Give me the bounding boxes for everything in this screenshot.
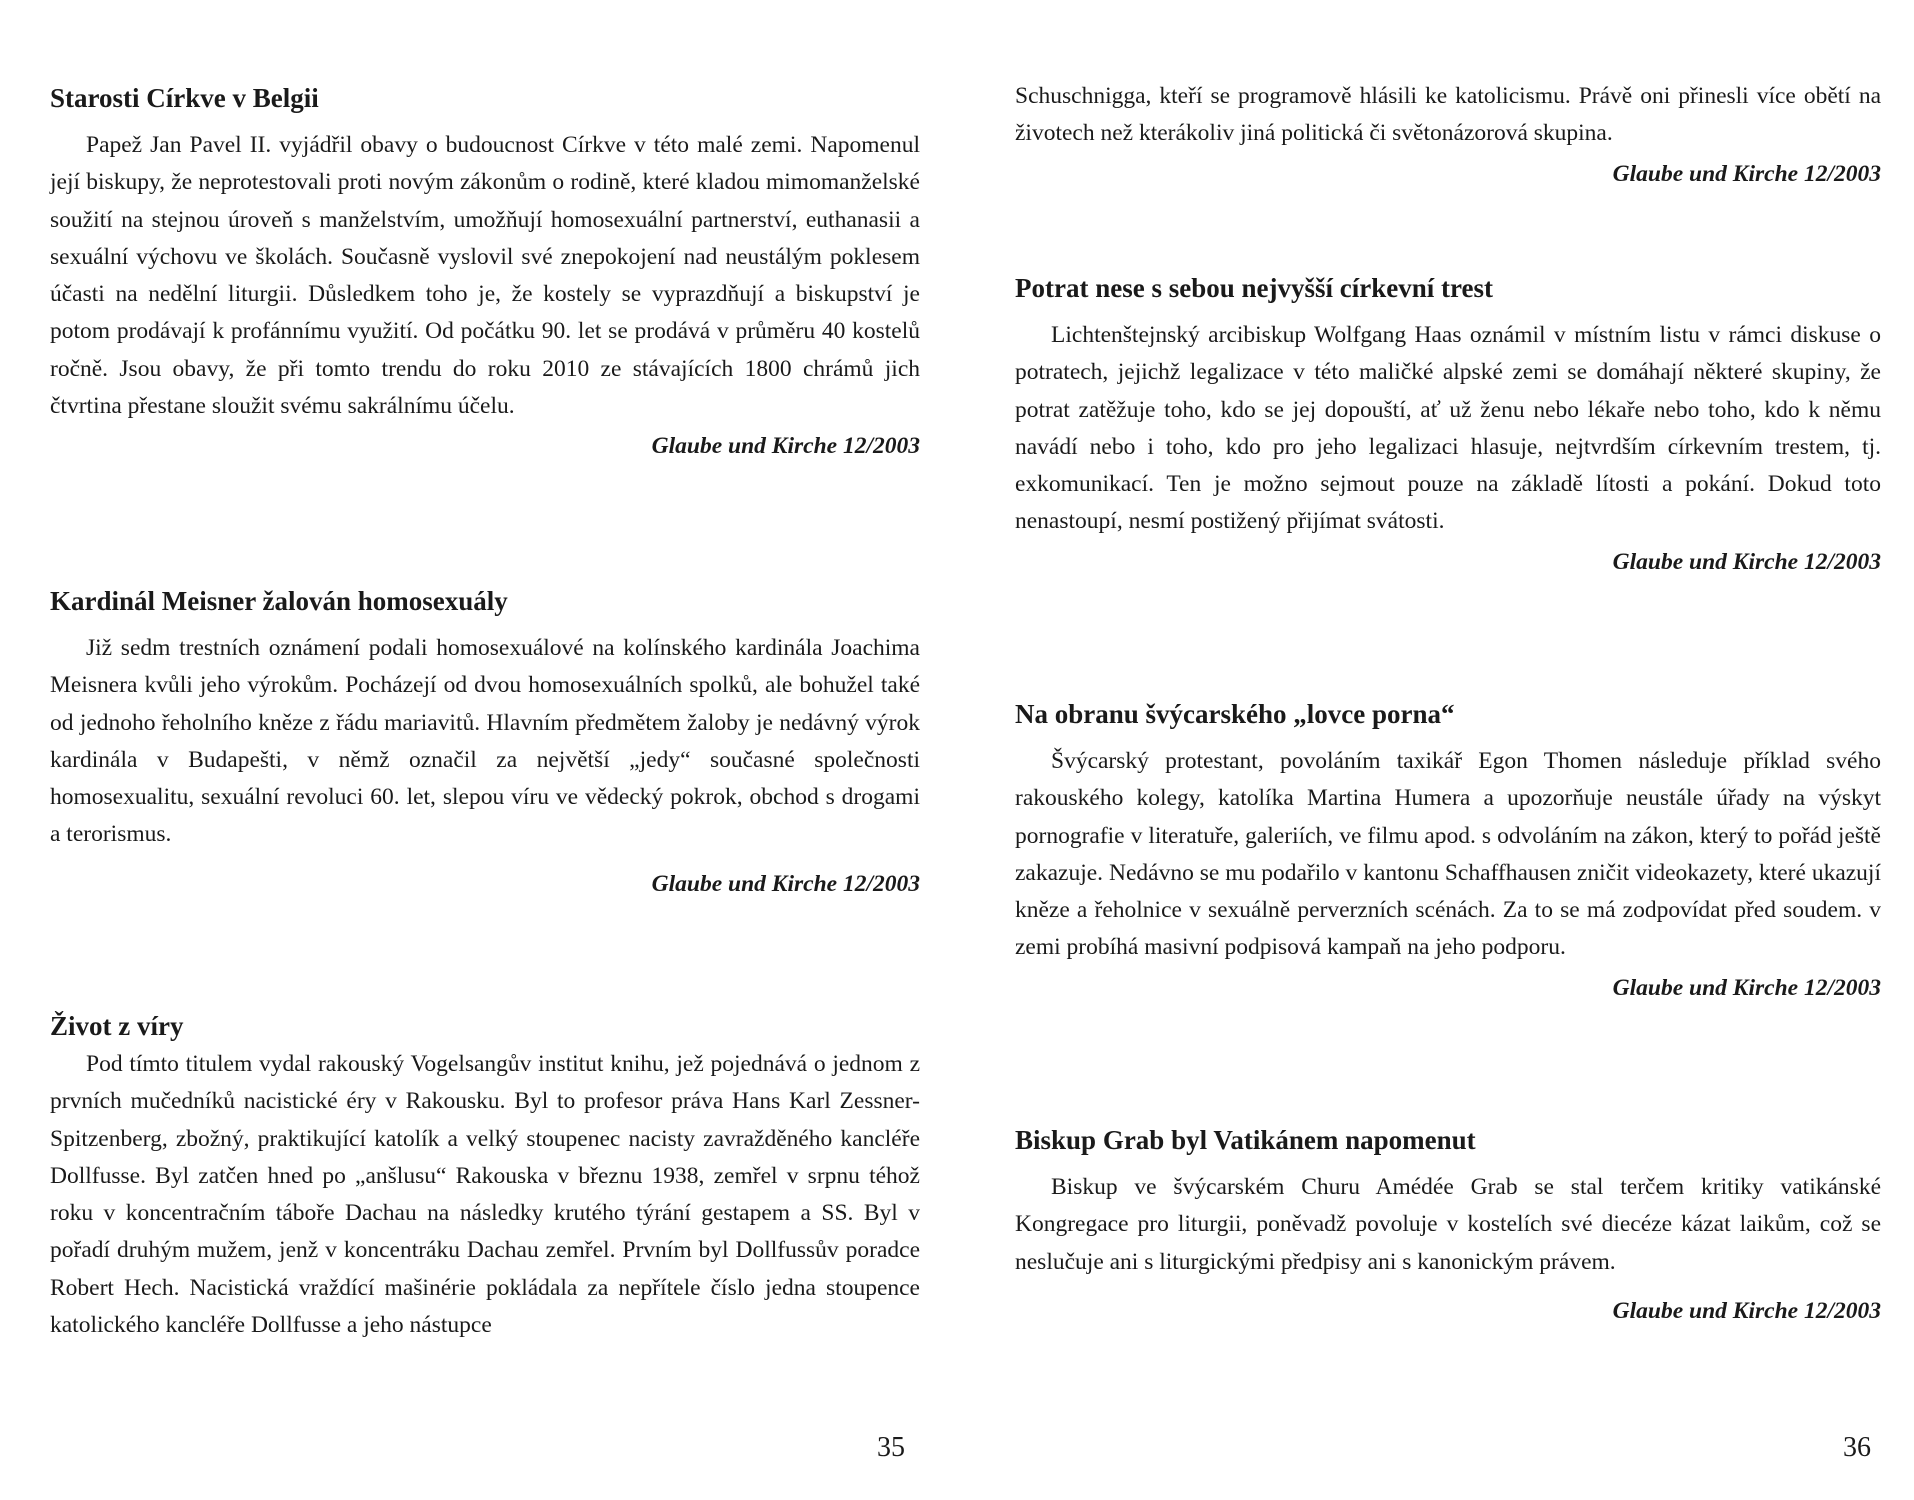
article-body: Již sedm trestních oznámení podali homosexuálové na kolínského kardinála Joachima Meisnera kvůli jeho výrokům. Pocházejí od dvou homosexuálních spolků, ale bohužel také od jednoho řeholního kněze z řádu mariavitů. Hlavním předmětem žaloby je nedávný výrok kardinála v Budapešti, v němž označil za největší „jedy“ současné společnosti homosexualitu, sexuální revoluci 60. let, slepou víru ve vědecký pokrok, obchod s drogami a terorismus. [50, 635, 920, 848]
article-body: Schuschnigga, kteří se programově hlásili ke katolicismu. Právě oni přinesli více obětí na životech než kterákoliv jiná politická či světonázorová skupina. [1015, 83, 1881, 147]
article-body: Lichtenštejnský arcibiskup Wolfgang Haas oznámil v místním listu v rámci diskuse o potratech, jejichž legalizace v této maličké alpské zemi se domáhají některé skupiny, že potrat zatěžuje toho, kdo se jej dopouští, ať už ženu nebo lékaře nebo toho, kdo k němu navádí nebo i toho, kdo pro jeho legalizaci hlasuje, nejtvrdším církevním trestem, tj. exkomunikací. Ten je možno sejmout pouze na základě lítosti a pokání. Dokud toto nenastoupí, nesmí postižený přijímat svátosti. [1015, 322, 1881, 535]
article-kardinal-meisner [50, 585, 920, 903]
article-title: Na obranu švýcarského „lovce porna“ [1015, 699, 1455, 729]
article-title: Biskup Grab byl Vatikánem napomenut [1015, 1125, 1476, 1155]
article-starosti-cirkve [50, 82, 920, 465]
article-body: Biskup ve švýcarském Churu Amédée Grab se stal terčem kritiky vatikánské Kongregace pro liturgii, poněvadž povoluje v kostelích své diecéze kázat laikům, což se neslučuje ani s liturgickými předpisy ani s kanonickým právem. [1015, 1174, 1881, 1275]
article-source: Glaube und Kirche 12/2003 [1612, 160, 1881, 187]
article-zivot-z-viry [50, 1010, 920, 1344]
right-page [1015, 0, 1881, 1500]
article-body: Papež Jan Pavel II. vyjádřil obavy o budoucnost Církve v této malé zemi. Napomenul její biskupy, že neprotestovali proti novým zákonům o rodině, které kladou mimomanželské soužití na stejnou úroveň s manželstvím, umožňují homosexuální partnerství, euthanasii a sexuální výchovu ve školách. Současně vyslovil své znepokojení nad neustálým poklesem účasti na nedělní liturgii. Důsledkem toho je, že kostely se vyprazdňují a biskupství je potom prodávají k profánnímu využití. Od počátku 90. let se prodává v průměru 40 kostelů ročně. Jsou obavy, že při tomto trendu do roku 2010 ze stávajících 1800 chrámů jich čtvrtina přestane sloužit svému sakrálnímu účelu. [50, 132, 920, 420]
article-potrat [1015, 272, 1881, 581]
article-continuation [1015, 78, 1881, 193]
article-title: Život z víry [50, 1011, 184, 1041]
article-source: Glaube und Kirche 12/2003 [1612, 548, 1881, 575]
article-source: Glaube und Kirche 12/2003 [1612, 1297, 1881, 1324]
article-lovce-porna [1015, 698, 1881, 1007]
article-source: Glaube und Kirche 12/2003 [651, 870, 920, 897]
article-title: Potrat nese s sebou nejvyšší církevní trest [1015, 273, 1493, 303]
article-body: Pod tímto titulem vydal rakouský Vogelsangův institut knihu, jež pojednává o jednom z prvních mučedníků nacistické éry v Rakousku. Byl to profesor práva Hans Karl Zessner-Spitzenberg, zbožný, praktikující katolík a velký stoupenec nacisty zavražděného kancléře Dollfusse. Byl zatčen hned po „anšlusu“ Rakouska v březnu 1938, zemřel v srpnu téhož roku v koncentračním táboře Dachau na následky krutého týrání gestapem a SS. Byl v pořadí druhým mužem, jenž v koncentráku Dachau zemřel. Prvním byl Dollfussův poradce Robert Hech. Nacistická vraždící mašinérie pokládala za nepřítele číslo jedna stoupence katolického kancléře Dollfusse a jeho nástupce [50, 1051, 920, 1339]
article-body: Švýcarský protestant, povoláním taxikář Egon Thomen následuje příklad svého rakouského kolegy, katolíka Martina Humera a upozorňuje neustále úřady na výskyt pornografie v literatuře, galeriích, ve filmu apod. s odvoláním na zákon, který to pořád ještě zakazuje. Nedávno se mu podařilo v kantonu Schaffhausen zničit videokazety, které ukazují kněze a řeholnice v sexuálně perverzních scénách. Za to se má zodpovídat před soudem. v zemi probíhá masivní podpisová kampaň na jeho podporu. [1015, 748, 1881, 961]
article-title: Starosti Církve v Belgii [50, 83, 319, 113]
page-number: 35 [877, 1432, 905, 1463]
article-biskup-grab [1015, 1124, 1881, 1330]
left-page [50, 0, 920, 1500]
article-source: Glaube und Kirche 12/2003 [1612, 974, 1881, 1001]
article-source: Glaube und Kirche 12/2003 [651, 433, 920, 460]
page-number: 36 [1843, 1432, 1871, 1463]
article-title: Kardinál Meisner žalován homosexuály [50, 586, 508, 616]
